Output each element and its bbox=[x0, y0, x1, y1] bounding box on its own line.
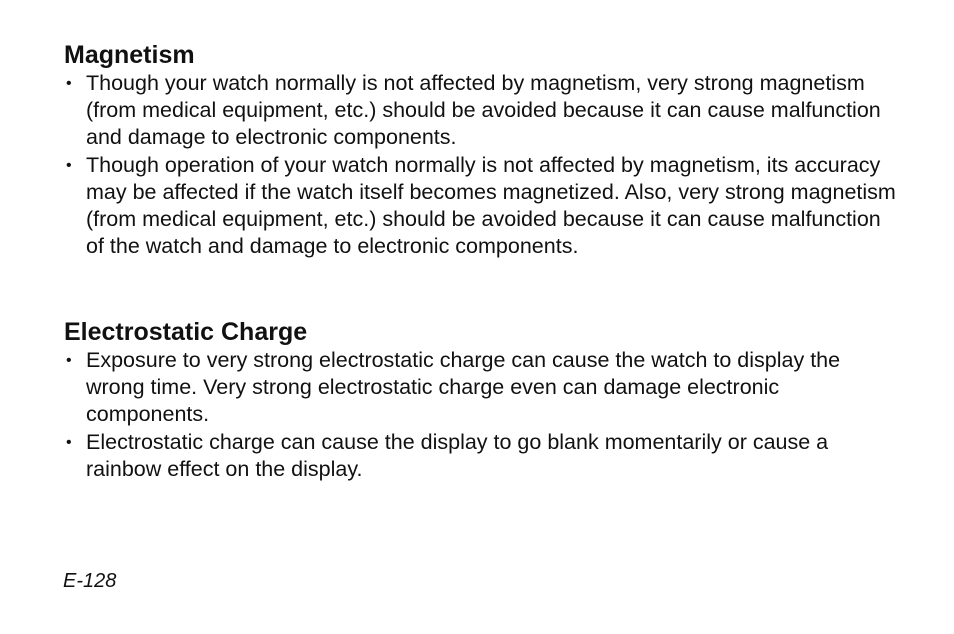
list-item bbox=[64, 152, 904, 261]
list-item-text: Electrostatic charge can cause the display to go blank momentarily or cause a rainbow effect on the display. bbox=[86, 429, 829, 481]
section-heading: Magnetism bbox=[64, 41, 195, 69]
bullet-icon: • bbox=[66, 75, 72, 92]
list-item bbox=[64, 70, 904, 152]
list-item-text: Though operation of your watch normally is not affected by magnetism, its accuracy may be affected if the watch itself becomes magnetized. Also, very strong magnetism (from medical equipment, etc.) should be avoided because it can cause malfunction of the watch and damage to electronic components. bbox=[86, 152, 896, 259]
bullet-icon: • bbox=[66, 156, 72, 174]
bullet-icon: • bbox=[66, 433, 72, 451]
list-item-text: Exposure to very strong electrostatic charge can cause the watch to display the wrong time. Very strong electrostatic charge even can damage electronic components. bbox=[86, 348, 841, 427]
bullet-list bbox=[64, 347, 904, 483]
list-item-text: Though your watch normally is not affected by magnetism, very strong magnetism (from medical equipment, etc.) should be avoided because it can cause malfunction and damage to electronic components. bbox=[86, 71, 881, 150]
bullet-list bbox=[64, 70, 904, 260]
section-magnetism bbox=[64, 40, 904, 260]
section-heading: Electrostatic Charge bbox=[64, 318, 308, 346]
list-item bbox=[64, 347, 904, 429]
section-electrostatic-charge bbox=[64, 317, 904, 483]
bullet-icon: • bbox=[66, 352, 72, 369]
list-item bbox=[64, 429, 904, 483]
page-number: E-128 bbox=[63, 570, 117, 592]
